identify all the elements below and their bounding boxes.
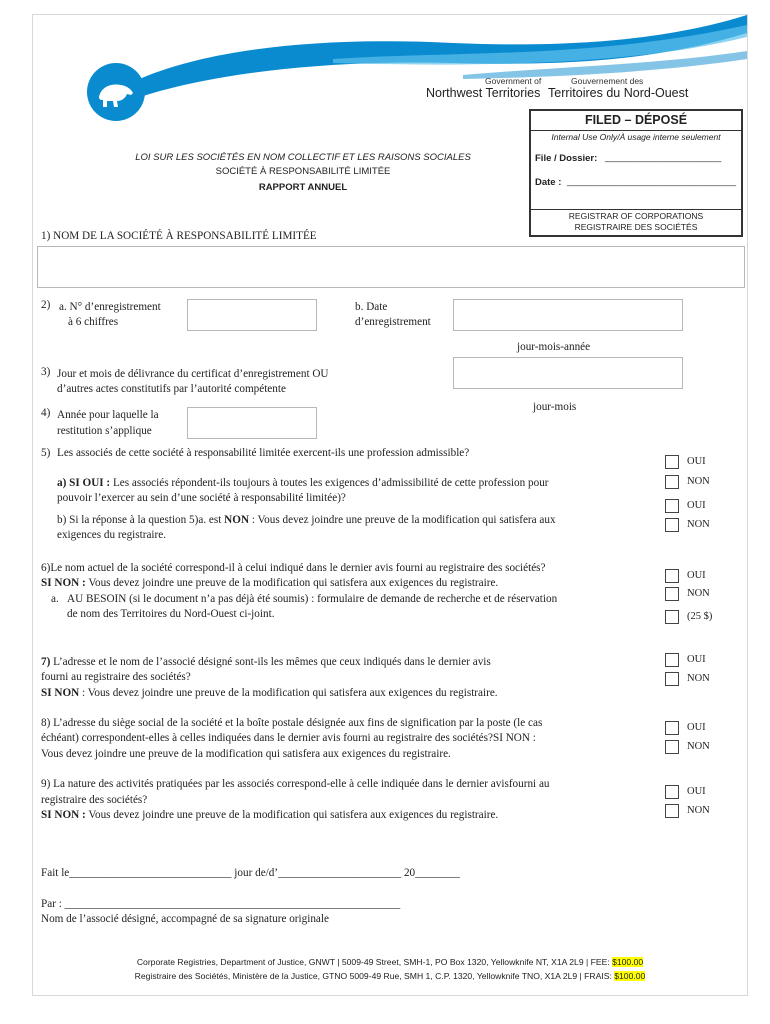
- file-dossier-line[interactable]: ______________________: [605, 152, 722, 163]
- q5a-bold: a) SI OUI :: [57, 477, 111, 489]
- registration-date-input[interactable]: [453, 299, 683, 331]
- q7-line-2: fourni au registraire des sociétés?: [41, 671, 191, 683]
- q9-yes-checkbox[interactable]: [665, 785, 679, 799]
- q7-yes-label: OUI: [687, 654, 706, 665]
- q9-no-checkbox[interactable]: [665, 804, 679, 818]
- q5-no-checkbox[interactable]: [665, 475, 679, 489]
- q8-yes-label: OUI: [687, 722, 706, 733]
- q7-line-1: 7) L’adresse et le nom de l’associé désigné sont-ils les mêmes que ceux indiqués dans le dernier avis: [41, 656, 491, 668]
- footer-en: Corporate Registries, Department of Justice, GNWT | 5009-49 Street, SMH-1, PO Box 1320, Yellowknife NT, X1A 2L9 | FEE: $100.00: [136, 957, 644, 967]
- date-line[interactable]: ________________________________: [567, 176, 737, 187]
- q3-label-1: Jour et mois de délivrance du certificat d’enregistrement OU: [57, 368, 329, 380]
- q5a-line-2: pouvoir l’exercer au sein d’une société à responsabilité limitée)?: [57, 492, 346, 504]
- gov-fr-name: Territoires du Nord-Ouest: [548, 86, 689, 100]
- q4-number: 4): [41, 407, 51, 419]
- q4-label-1: Année pour laquelle la: [57, 409, 159, 421]
- q6a-fee-label: (25 $): [687, 611, 713, 622]
- q6-yes-label: OUI: [687, 570, 706, 581]
- q2a-label-1: a. N° d’enregistrement: [59, 301, 161, 313]
- q2b-label-2: d’enregistrement: [355, 316, 431, 328]
- q3-date-hint: jour-mois: [533, 401, 577, 413]
- company-name-input[interactable]: [37, 246, 745, 288]
- q5-number: 5): [41, 447, 51, 459]
- title-line-3: RAPPORT ANNUEL: [258, 182, 348, 193]
- applicable-year-input[interactable]: [187, 407, 317, 439]
- q5b-line-2: exigences du registraire.: [57, 529, 167, 541]
- q5-no-label: NON: [687, 476, 710, 487]
- file-dossier-label: File / Dossier:: [535, 153, 598, 164]
- q6-no-checkbox[interactable]: [665, 587, 679, 601]
- q8-line-2: échéant) correspondent-elles à celles indiquées dans le dernier avis fourni au registraire des sociétés?SI NON :: [41, 732, 536, 744]
- polar-bear-logo-icon: [87, 63, 145, 121]
- q5a-yes-label: OUI: [687, 500, 706, 511]
- footer-fr: Registraire des Sociétés, Ministère de la Justice, GTNO 5009-49 Rue, SMH 1, C.P. 1320, Yellowknife TNO, X1A 2L9 | FRAIS: $100.00: [134, 971, 646, 981]
- registration-number-input[interactable]: [187, 299, 317, 331]
- q3-number: 3): [41, 366, 51, 378]
- q6-line-1: 6)Le nom actuel de la société correspond-il à celui indiqué dans le dernier avis fourni au registraire des sociétés?: [41, 562, 546, 574]
- q6-line-2: SI NON : Vous devez joindre une preuve de la modification qui satisfera aux exigences du registraire.: [41, 577, 499, 589]
- q1-label: 1) NOM DE LA SOCIÉTÉ À RESPONSABILITÉ LIMITÉE: [41, 230, 317, 242]
- q6a-line-2: de nom des Territoires du Nord-Ouest ci-joint.: [67, 608, 275, 620]
- q7-line-3: SI NON : Vous devez joindre une preuve de la modification qui satisfera aux exigences du registraire.: [41, 687, 498, 699]
- q6-yes-checkbox[interactable]: [665, 569, 679, 583]
- q3-label-2: d’autres actes constitutifs par l’autorité compétente: [57, 383, 286, 395]
- q9-line-2: registraire des sociétés?: [41, 794, 148, 806]
- gov-fr-small: Gouvernement des: [571, 76, 644, 86]
- frais-highlight: $100.00: [614, 971, 646, 981]
- q2a-label-2: à 6 chiffres: [68, 316, 119, 328]
- q6a-fee-checkbox[interactable]: [665, 610, 679, 624]
- gov-en-small: Government of: [485, 76, 542, 86]
- certificate-date-input[interactable]: [453, 357, 683, 389]
- fait-le-line[interactable]: Fait le_____________________________ jour de/d’______________________ 20________: [41, 867, 460, 879]
- q6-no-label: NON: [687, 588, 710, 599]
- q9-line-3: SI NON : Vous devez joindre une preuve de la modification qui satisfera aux exigences du registraire.: [41, 809, 499, 821]
- date-label: Date :: [535, 177, 562, 188]
- q8-no-label: NON: [687, 741, 710, 752]
- q5b-line-1: b) Si la réponse à la question 5)a. est NON : Vous devez joindre une preuve de la modification qui satisfera aux: [57, 514, 556, 526]
- q5-text: Les associés de cette société à responsabilité limitée exercent-ils une profession admissible?: [57, 447, 470, 459]
- q5a-yes-checkbox[interactable]: [665, 499, 679, 513]
- gov-en-name: Northwest Territories: [426, 86, 541, 100]
- signature-caption: Nom de l’associé désigné, accompagné de sa signature originale: [41, 913, 329, 925]
- q5-yes-label: OUI: [687, 456, 706, 467]
- q8-line-3: Vous devez joindre une preuve de la modification qui satisfera aux exigences du registraire.: [41, 748, 451, 760]
- q7-no-label: NON: [687, 673, 710, 684]
- q2b-label-1: b. Date: [355, 301, 388, 313]
- fee-highlight: $100.00: [612, 957, 644, 967]
- q7-no-checkbox[interactable]: [665, 672, 679, 686]
- q5-yes-checkbox[interactable]: [665, 455, 679, 469]
- q9-line-1: 9) La nature des activités pratiquées par les associés correspond-elle à celle indiquée dans le dernier avisfourni au: [41, 778, 550, 790]
- q6a-marker: a.: [51, 593, 59, 605]
- par-signature-line[interactable]: Par : ____________________________________________________________: [41, 898, 401, 910]
- filed-box: [529, 109, 743, 237]
- form-page: [32, 14, 748, 996]
- q8-yes-checkbox[interactable]: [665, 721, 679, 735]
- q5a-no-label: NON: [687, 519, 710, 530]
- internal-use-label: Internal Use Only/À usage interne seulement: [551, 132, 721, 142]
- q8-line-1: 8) L’adresse du siège social de la société et la boîte postale désignée aux fins de signification par la poste (le cas: [41, 717, 543, 729]
- q4-label-2: restitution s’applique: [57, 425, 152, 437]
- filed-title: FILED – DÉPOSÉ: [584, 113, 688, 127]
- q5a-line-1: [57, 476, 549, 492]
- q5a-no-checkbox[interactable]: [665, 518, 679, 532]
- title-line-2: SOCIÉTÉ À RESPONSABILITÉ LIMITÉE: [215, 166, 391, 177]
- q5a-text: Les associés répondent-ils toujours à toutes les exigences d’admissibilité de cette profession pour: [110, 477, 549, 489]
- title-line-1: LOI SUR LES SOCIÉTÉS EN NOM COLLECTIF ET LES RAISONS SOCIALES: [135, 152, 471, 163]
- q6a-line-1: AU BESOIN (si le document n’a pas déjà été soumis) : formulaire de demande de recherche et de réservation: [67, 593, 558, 605]
- q8-no-checkbox[interactable]: [665, 740, 679, 754]
- registrar-en: REGISTRAR OF CORPORATIONS: [568, 211, 704, 221]
- registrar-fr: REGISTRAIRE DES SOCIÉTÉS: [574, 222, 698, 232]
- q9-yes-label: OUI: [687, 786, 706, 797]
- q2-number: 2): [41, 299, 51, 311]
- q7-yes-checkbox[interactable]: [665, 653, 679, 667]
- q9-no-label: NON: [687, 805, 710, 816]
- q2b-date-hint: jour-mois-année: [517, 341, 591, 353]
